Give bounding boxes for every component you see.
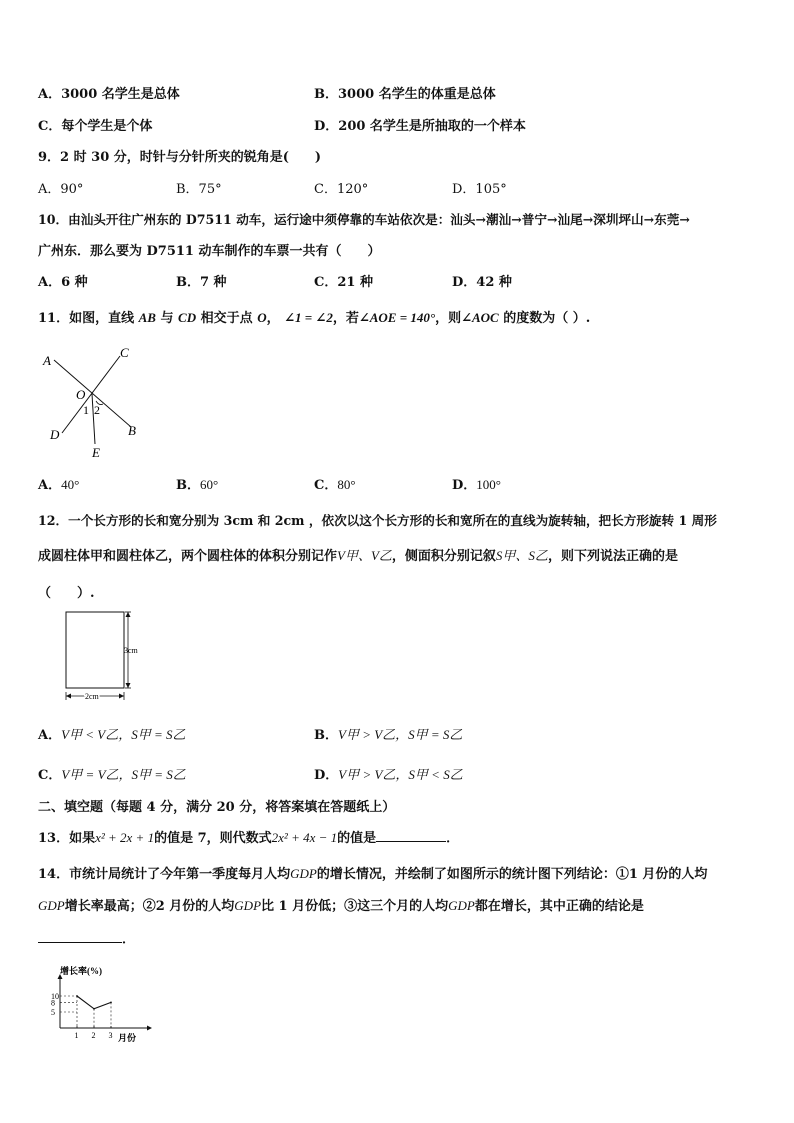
- q11-stem-text: 11．如图，直线: [38, 311, 135, 326]
- q11-option-b-value: 60°: [200, 477, 219, 492]
- q11-option-b: [176, 474, 218, 493]
- q14-gdp-2: GDP: [38, 898, 65, 913]
- q12-option-c: [38, 764, 186, 783]
- rectangle: [66, 612, 124, 688]
- label-o: O: [76, 387, 86, 402]
- q10-option-d: D．42 种: [452, 275, 512, 290]
- width-label: 2cm: [85, 692, 99, 701]
- chart-y-tick-label: 10: [51, 992, 59, 1001]
- q11-point-o: O: [257, 310, 267, 325]
- q12-option-b: [314, 724, 462, 743]
- q12-option-d-letter: D．: [314, 768, 339, 783]
- q10-stem-line1: 10．由汕头开往广州东的 D7511 动车，运行途中须停靠的车站依次是：汕头→潮汕→普宁→汕尾→深圳坪山→东莞→: [38, 212, 690, 227]
- q11-stem: [38, 307, 590, 326]
- q10-stem-line2: 广州东．那么要为 D7511 动车制作的车票一共有（ ）: [38, 244, 381, 259]
- q12-line2-pre: 成圆柱体甲和圆柱体乙，两个圆柱体的体积分别记作: [38, 549, 338, 564]
- chart-series-line: [77, 996, 111, 1009]
- q11-meet: 相交于点: [200, 311, 253, 326]
- q14-stem-line1: [38, 863, 707, 882]
- q12-option-a-expr: V甲 < V乙，S甲 = S乙: [61, 727, 186, 742]
- chart-data-point: [110, 1002, 112, 1004]
- q8-option-a: A．3000 名学生是总体: [38, 87, 180, 102]
- q12-option-b-letter: B．: [314, 728, 338, 743]
- q14-line1-post: 的增长情况，并绘制了如图所示的统计图下列结论：①1 月份的人均: [316, 867, 708, 882]
- q9-option-b: B．75°: [176, 182, 222, 197]
- q11-line-ab: AB: [138, 310, 156, 325]
- section-title: 二、填空题（每题 4 分，满分 20 分，将答案填在答题纸上）: [38, 800, 396, 815]
- q11-then: ，则: [435, 311, 462, 326]
- q13-expr1: x² + 2x + 1: [95, 830, 155, 845]
- q9-option-a: A．90°: [38, 182, 84, 197]
- q14-growth-chart: [38, 960, 158, 1050]
- q11-angle-aoe: ∠AOE = 140°: [358, 310, 436, 325]
- q12-stem-line2: [38, 545, 678, 564]
- line-ab: [54, 360, 131, 427]
- q10-option-c: C．21 种: [314, 275, 373, 290]
- q11-option-d-letter: D．: [452, 478, 477, 493]
- q12-option-b-expr: V甲 > V乙，S甲 = S乙: [338, 727, 463, 742]
- q11-option-b-letter: B．: [176, 478, 200, 493]
- q11-option-d-value: 100°: [476, 477, 501, 492]
- q11-option-c-value: 80°: [337, 477, 356, 492]
- q8-option-d: D．200 名学生是所抽取的一个样本: [314, 119, 526, 134]
- label-angle-2: 2: [94, 403, 100, 417]
- q12-option-c-letter: C．: [38, 768, 62, 783]
- q13-answer-blank[interactable]: [376, 829, 446, 842]
- label-a: A: [43, 353, 51, 368]
- q12-option-a: [38, 724, 186, 743]
- chart-data-point: [76, 995, 78, 997]
- q14-gdp-1: GDP: [290, 866, 317, 881]
- label-angle-1: 1: [83, 403, 89, 417]
- chart-y-tick-label: 5: [51, 1008, 55, 1017]
- q11-angle-aoc: ∠AOC: [461, 310, 499, 325]
- q13-end: ．: [446, 831, 460, 846]
- q10-option-b: B．7 种: [176, 275, 227, 290]
- q8-option-b: B．3000 名学生的体重是总体: [314, 87, 496, 102]
- label-d: D: [50, 427, 60, 442]
- chart-y-label: 增长率(%): [60, 966, 102, 976]
- q12-area-vars: S甲、S乙: [495, 548, 548, 563]
- q11-option-a-letter: A．: [38, 478, 62, 493]
- chart-x-tick-label: 3: [108, 1031, 113, 1040]
- ray-oe: [92, 394, 95, 444]
- q14-stem-line2: [38, 895, 644, 914]
- q11-option-a-value: 40°: [61, 477, 80, 492]
- q14-end: ．: [122, 932, 136, 947]
- q13-expr2: 2x² + 4x − 1: [271, 830, 338, 845]
- q12-option-d: [314, 764, 463, 783]
- q12-option-d-expr: V甲 > V乙，S甲 < S乙: [338, 767, 463, 782]
- chart-x-label: 月份: [118, 1033, 137, 1043]
- q14-answer-line: [38, 928, 135, 947]
- q11-tail: 的度数为（ ）.: [503, 311, 591, 326]
- q11-option-c-letter: C．: [314, 478, 338, 493]
- q11-if: ，若: [332, 311, 359, 326]
- label-b: B: [128, 423, 136, 438]
- label-c: C: [120, 345, 129, 360]
- q13-stem: [38, 827, 459, 846]
- q11-option-a: [38, 474, 79, 493]
- q13-pre: 13．如果: [38, 831, 96, 846]
- chart-x-tick-label: 1: [74, 1031, 79, 1040]
- q14-gdp-3: GDP: [234, 898, 262, 913]
- q12-stem-line1: 12．一个长方形的长和宽分别为 3cm 和 2cm ，依次以这个长方形的长和宽所在的直线为旋转轴，把长方形旋转 1 周形: [38, 513, 717, 528]
- q11-with: 与: [160, 311, 174, 326]
- chart-y-tick-label: 8: [51, 998, 55, 1008]
- q14-line1-pre: 14．市统计局统计了今年第一季度每月人均: [38, 867, 291, 882]
- q14-answer-blank[interactable]: [38, 930, 122, 943]
- line-cd: [62, 356, 120, 433]
- q14-line2-c: 都在增长，其中正确的结论是: [474, 899, 644, 914]
- q11-option-c: [314, 474, 356, 493]
- q9-option-c: C．120°: [314, 182, 369, 197]
- q12-rectangle-figure: [60, 608, 160, 704]
- q9-stem: 9．2 时 30 分，时针与分针所夹的锐角是( ): [38, 150, 322, 165]
- q11-line-cd: CD: [178, 310, 197, 325]
- q12-stem-line3: （ ）.: [38, 586, 95, 601]
- q14-line2-b: 比 1 月份低；③这三个月的人均: [261, 899, 449, 914]
- chart-data-point: [93, 1008, 95, 1010]
- q12-volume-vars: V甲、V乙: [337, 548, 392, 563]
- q13-mid: 的值是 7，则代数式: [154, 831, 272, 846]
- q12-option-a-letter: A．: [38, 728, 62, 743]
- chart-x-tick-label: 2: [91, 1031, 96, 1040]
- q9-option-d: D．105°: [452, 182, 507, 197]
- q11-sep: ，: [266, 311, 280, 326]
- label-e: E: [92, 445, 100, 460]
- q12-line2-mid: ，侧面积分别记叙: [391, 549, 496, 564]
- chart-x-arrow: [147, 1026, 152, 1031]
- q11-angle-equality: ∠1 = ∠2: [284, 310, 333, 325]
- q10-option-a: A．6 种: [38, 275, 88, 290]
- q13-post: 的值是: [337, 831, 377, 846]
- q12-option-c-expr: V甲 = V乙，S甲 = S乙: [61, 767, 186, 782]
- q12-line2-post: ，则下列说法正确的是: [547, 549, 678, 564]
- q11-option-d: [452, 474, 501, 493]
- q11-figure: [36, 338, 146, 463]
- q14-line2-a: 增长率最高；②2 月份的人均: [64, 899, 235, 914]
- q8-option-c: C．每个学生是个体: [38, 119, 153, 134]
- q14-gdp-4: GDP: [448, 898, 475, 913]
- height-label: 3cm: [124, 646, 138, 655]
